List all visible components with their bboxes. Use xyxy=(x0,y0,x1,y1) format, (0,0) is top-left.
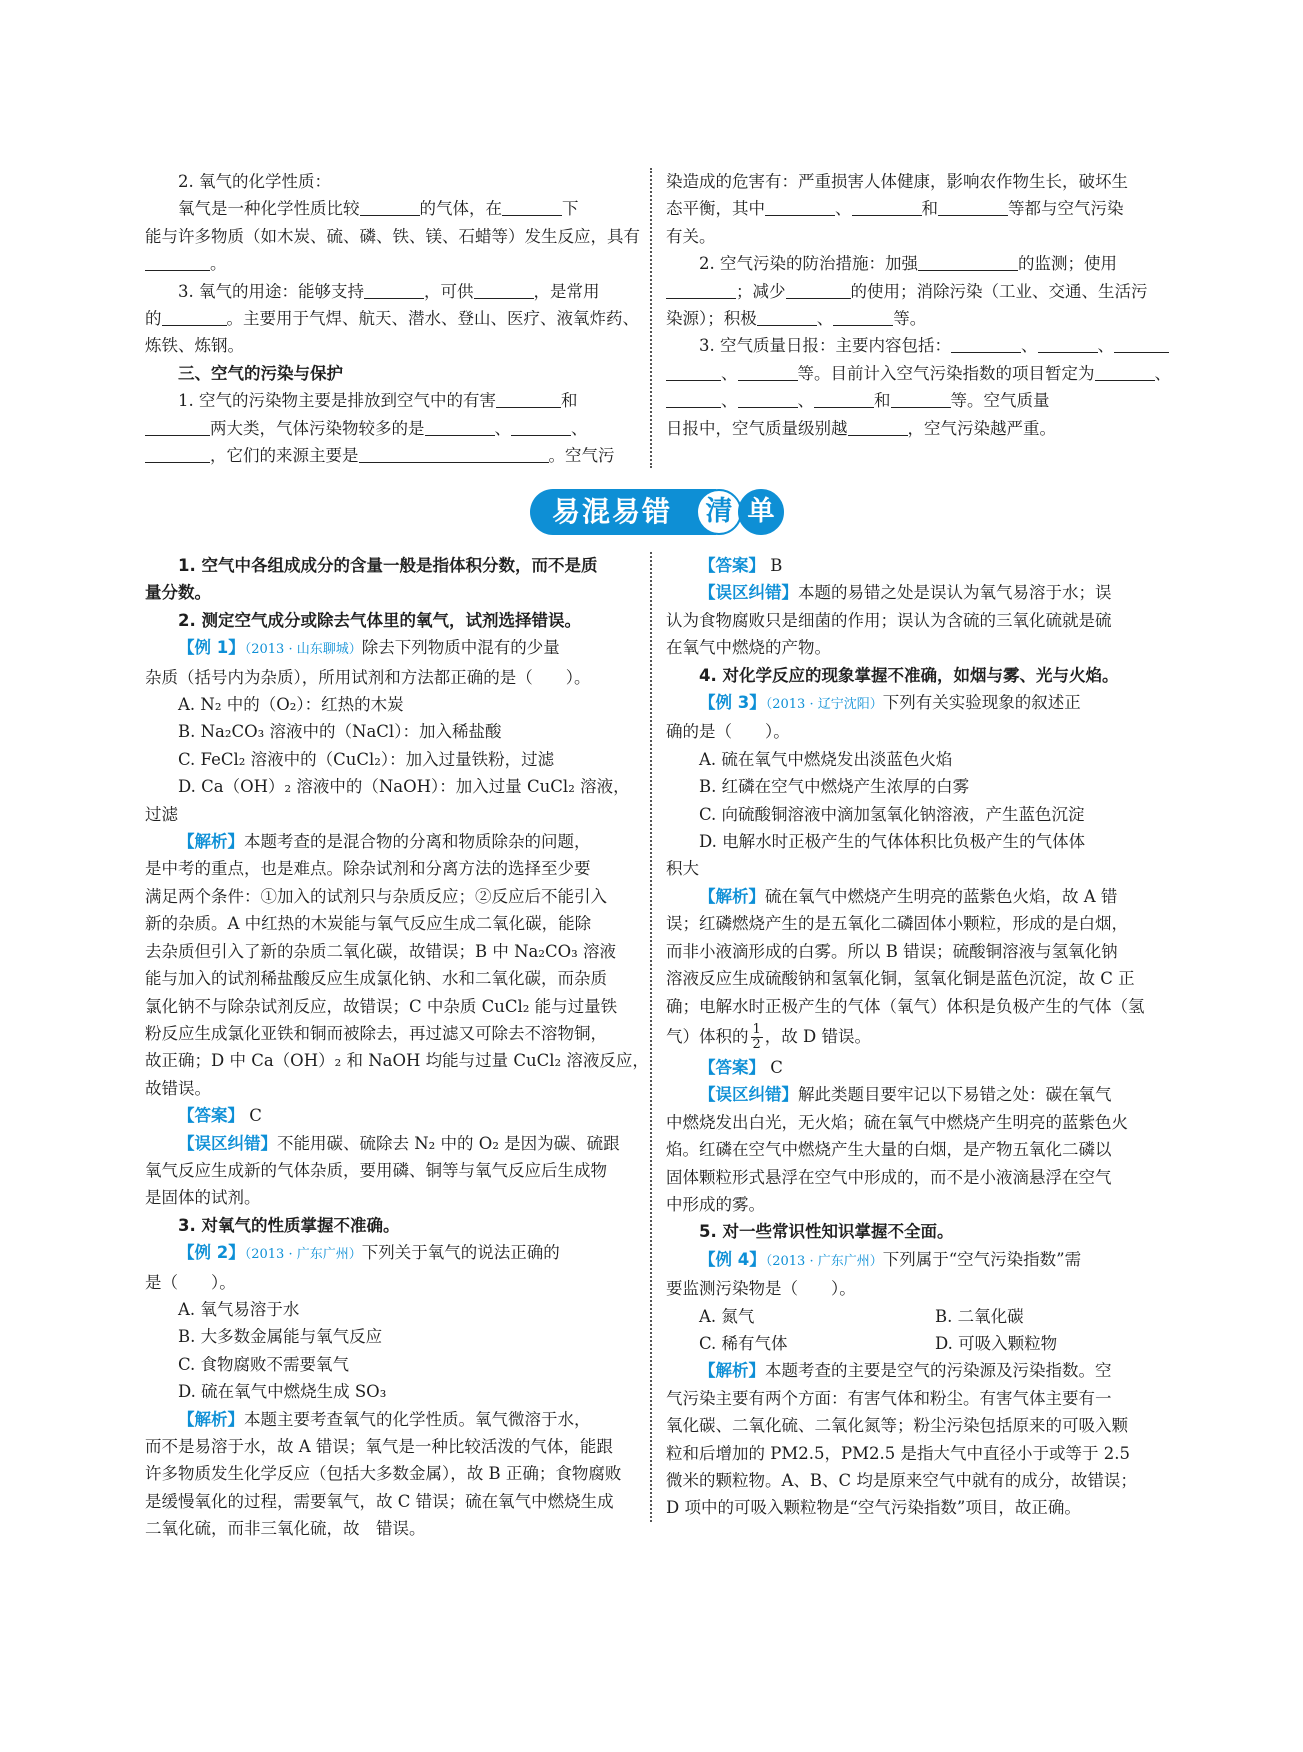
text-line: 2. 空气污染的防治措施：加强 的监测；使用 xyxy=(699,254,1117,274)
option: C. 向硫酸铜溶液中滴加氢氧化钠溶液，产生蓝色沉淀 xyxy=(699,804,1085,824)
option: D. 硫在氧气中燃烧生成 SO₃ xyxy=(178,1382,387,1402)
text-line: 气污染主要有两个方面：有害气体和粉尘。有害气体主要有一 xyxy=(666,1388,1112,1408)
option: D. 可吸入颗粒物 xyxy=(935,1333,1058,1353)
answer-blank xyxy=(938,198,1008,216)
point-heading: 4. 对化学反应的现象掌握不准确，如烟与雾、光与火焰。 xyxy=(699,665,1119,685)
text-line: 有关。 xyxy=(666,226,716,246)
text-line: 氧气是一种化学性质比较 的气体，在 下 xyxy=(178,199,579,219)
answer-blank xyxy=(738,390,798,408)
text-line: 溶液反应生成硫酸钠和氢氧化铜，氢氧化铜是蓝色沉淀，故 C 正 xyxy=(666,969,1135,989)
text-line: 而非小液滴形成的白雾。所以 B 错误；硫酸铜溶液与氢氧化钠 xyxy=(666,941,1118,961)
point-heading: 2. 测定空气成分或除去气体里的氧气，试剂选择错误。 xyxy=(178,610,581,630)
option: D. Ca（OH）₂ 溶液中的（NaOH）：加入过量 CuCl₂ 溶液， xyxy=(178,777,630,797)
error-correction: 【误区纠错】解此类题目要牢记以下易错之处：碳在氧气 xyxy=(699,1085,1112,1105)
answer-blank xyxy=(757,308,817,326)
answer-blank xyxy=(833,308,893,326)
text-line: 、 、 和 等。空气质量 xyxy=(666,387,1161,414)
text-line: 是固体的试剂。 xyxy=(145,1188,261,1208)
text-line: 微米的颗粒物。A、B、C 均是原来空气中就有的成分，故错误； xyxy=(666,1471,1137,1490)
fraction: $\frac{1}{2}$ xyxy=(752,1021,761,1052)
answer-blank xyxy=(852,198,922,216)
answer-blank xyxy=(738,363,798,381)
text-line: 两大类，气体污染物较多的是 、 、 xyxy=(145,415,635,442)
answer-blank xyxy=(951,335,1021,353)
answer-blank xyxy=(666,390,721,408)
text-line: 粉反应生成氯化亚铁和铜而被除去，再过滤又可除去不溶物铜， xyxy=(145,1023,607,1043)
text-line: 是（ ）。 xyxy=(145,1272,236,1292)
example-tag: 【例 1】 xyxy=(178,638,245,658)
source-label: （2013 · 辽宁沈阳） xyxy=(765,697,883,713)
banner-title: 易混易错 xyxy=(530,489,716,535)
error-tag: 【误区纠错】 xyxy=(178,1133,277,1153)
point-heading: 3. 对氧气的性质掌握不准确。 xyxy=(178,1215,400,1235)
text-line: 去杂质但引入了新的杂质二氧化碳，故错误；B 中 Na₂CO₃ 溶液 xyxy=(145,941,617,961)
section-banner xyxy=(530,489,782,535)
source-label: （2013 · 山东聊城） xyxy=(244,642,362,658)
answer-blank xyxy=(145,417,210,435)
text-line: 1. 空气的污染物主要是排放到空气中的有害 和 xyxy=(178,391,578,411)
answer-blank xyxy=(364,280,424,298)
text-line: 确的是（ ）。 xyxy=(666,722,790,742)
source-label: （2013 · 广东广州） xyxy=(244,1247,362,1263)
top-left-column xyxy=(145,168,640,469)
text-line: 炼铁、炼钢。 xyxy=(145,336,244,356)
example-tag: 【例 3】 xyxy=(699,693,766,713)
text-line: 而不是易溶于水，故 A 错误；氧气是一种比较活泼的气体，能跟 xyxy=(145,1437,613,1456)
analysis: 【解析】本题考查的主要是空气的污染源及污染指数。空 xyxy=(699,1361,1112,1381)
text-line: 染造成的危害有：严重损害人体健康，影响农作物生长，破坏生 xyxy=(666,172,1128,191)
text-line: 、 等。目前计入空气污染指数的项目暂定为 、 xyxy=(666,360,1161,387)
text-line: 积大 xyxy=(666,859,699,879)
text-line: 氧化碳、二氧化硫、二氧化氮等；粉尘污染包括原来的可吸入颗 xyxy=(666,1416,1128,1436)
analysis-tag: 【解析】 xyxy=(699,886,765,906)
option: B. Na₂CO₃ 溶液中的（NaCl）：加入稀盐酸 xyxy=(178,722,502,742)
example-question: 【例 1】（2013 · 山东聊城）除去下列物质中混有的少量 xyxy=(178,638,560,658)
text-line: 要监测污染物是（ ）。 xyxy=(666,1279,856,1299)
example-question: 【例 3】（2013 · 辽宁沈阳）下列有关实验现象的叙述正 xyxy=(699,693,1081,713)
example-question: 【例 4】（2013 · 广东广州）下列属于“空气污染指数”需 xyxy=(699,1249,1082,1269)
text-line: 认为食物腐败只是细菌的作用；误认为含硫的三氧化硫就是硫 xyxy=(666,610,1112,630)
answer-tag: 【答案】 xyxy=(178,1106,244,1126)
text-line: 焰。红磷在空气中燃烧产生大量的白烟，是产物五氧化二磷以 xyxy=(666,1140,1112,1160)
option: C. 稀有气体 xyxy=(699,1333,788,1353)
option: A. 硫在氧气中燃烧发出淡蓝色火焰 xyxy=(699,749,953,769)
text-line: 能与加入的试剂稀盐酸反应生成氯化钠、水和二氧化碳，而杂质 xyxy=(145,969,607,989)
answer-blank xyxy=(162,308,227,326)
analysis-tag: 【解析】 xyxy=(699,1361,765,1381)
source-label: （2013 · 广东广州） xyxy=(765,1253,883,1269)
text-line: 粒和后增加的 PM2.5，PM2.5 是指大气中直径小于或等于 2.5 xyxy=(666,1443,1130,1463)
option: B. 二氧化碳 xyxy=(935,1306,1024,1326)
option: A. 氧气易溶于水 xyxy=(178,1299,300,1319)
answer-blank xyxy=(918,253,1018,271)
answer-tag: 【答案】 xyxy=(699,1057,765,1077)
text-line: 能与许多物质（如木炭、硫、磷、铁、镁、石蜡等）发生反应，具有 xyxy=(145,226,640,246)
text-line: 许多物质发生化学反应（包括大多数金属），故 B 正确；食物腐败 xyxy=(145,1464,622,1484)
option: C. 食物腐败不需要氧气 xyxy=(178,1354,350,1374)
text-line: 中燃烧发出白光，无火焰；硫在氧气中燃烧产生明亮的蓝紫色火 xyxy=(666,1112,1128,1132)
text-line: 。 xyxy=(145,250,635,277)
example-question: 【例 2】（2013 · 广东广州）下列关于氧气的说法正确的 xyxy=(178,1243,560,1263)
answer-tag: 【答案】 xyxy=(699,556,765,575)
text-line: 氯化钠不与除杂试剂反应，故错误；C 中杂质 CuCl₂ 能与过量铁 xyxy=(145,996,618,1016)
left-column xyxy=(145,552,649,1543)
analysis: 【解析】本题考查的是混合物的分离和物质除杂的问题， xyxy=(178,832,591,852)
text-line: 过滤 xyxy=(145,804,178,824)
answer-blank xyxy=(765,198,835,216)
option: B. 大多数金属能与氧气反应 xyxy=(178,1327,383,1347)
text-line: 误；红磷燃烧产生的是五氧化二磷固体小颗粒，形成的是白烟， xyxy=(666,914,1128,934)
example-tag: 【例 4】 xyxy=(699,1249,766,1269)
answer-blank xyxy=(1095,363,1155,381)
text-line: ，它们的来源主要是 。空气污 xyxy=(145,442,635,469)
error-correction: 【误区纠错】不能用碳、硫除去 N₂ 中的 O₂ 是因为碳、硫跟 xyxy=(178,1133,620,1153)
answer-blank xyxy=(425,417,495,435)
option: A. 氮气 xyxy=(699,1306,755,1326)
answer-blank xyxy=(666,363,721,381)
text-line: 中形成的雾。 xyxy=(666,1194,765,1214)
text-line: 的 。主要用于气焊、航天、潜水、登山、医疗、液氧炸药、 xyxy=(145,309,639,329)
answer-line: 【答案】 C xyxy=(178,1106,262,1126)
text-line: 氧气反应生成新的气体杂质，要用磷、铜等与氧气反应后生成物 xyxy=(145,1160,607,1180)
text-line: 二氧化硫，而非三氧化硫，故 错误。 xyxy=(145,1519,426,1539)
text-line: 2. 氧气的化学性质： xyxy=(178,172,331,191)
example-tag: 【例 2】 xyxy=(178,1243,245,1263)
text-line: ；减少 的使用；消除污染（工业、交通、生活污 xyxy=(666,278,1161,305)
point-heading: 5. 对一些常识性知识掌握不全面。 xyxy=(699,1222,954,1242)
answer-blank xyxy=(496,390,561,408)
text-line: 杂质（括号内为杂质），所用试剂和方法都正确的是（ ）。 xyxy=(145,667,591,687)
answer-blank xyxy=(891,390,951,408)
text-line: 日报中，空气质量级别越 ，空气污染越严重。 xyxy=(666,418,1056,438)
answer-blank xyxy=(360,198,420,216)
text-line: 满足两个条件：①加入的试剂只与杂质反应；②反应后不能引入 xyxy=(145,886,607,906)
text-line: 固体颗粒形式悬浮在空气中形成的，而不是小液滴悬浮在空气 xyxy=(666,1167,1112,1187)
text-line: 染源）；积极 、 等。 xyxy=(666,309,927,329)
answer-blank xyxy=(814,390,874,408)
text-line: D 项中的可吸入颗粒物是“空气污染指数”项目，故正确。 xyxy=(666,1498,1081,1518)
option-row xyxy=(666,1303,1161,1330)
banner-circle-char: 清 xyxy=(696,489,742,535)
answer-blank xyxy=(848,417,908,435)
analysis-tag: 【解析】 xyxy=(178,1409,244,1429)
option: D. 电解水时正极产生的气体体积比负极产生的气体体 xyxy=(699,832,1086,852)
error-correction: 【误区纠错】本题的易错之处是误认为氧气易溶于水；误 xyxy=(699,583,1112,603)
answer-blank xyxy=(145,445,210,463)
text-line: 新的杂质。A 中红热的木炭能与氧气反应生成二氧化碳，能除 xyxy=(145,914,592,934)
analysis-tag: 【解析】 xyxy=(178,832,244,852)
section-heading: 三、空气的污染与保护 xyxy=(178,363,343,383)
analysis: 【解析】本题主要考查氧气的化学性质。氧气微溶于水， xyxy=(178,1409,591,1429)
point-heading: 量分数。 xyxy=(145,583,211,603)
error-tag: 【误区纠错】 xyxy=(699,1085,798,1105)
column-divider xyxy=(650,168,652,468)
point-heading: 1. 空气中各组成成分的含量一般是指体积分数，而不是质 xyxy=(178,556,598,575)
answer-line: 【答案】 B xyxy=(699,556,783,575)
text-line: 3. 氧气的用途：能够支持 ，可供 ，是常用 xyxy=(178,281,600,301)
answer-blank xyxy=(502,198,562,216)
text-line: 态平衡，其中 、 和 等都与空气污染 xyxy=(666,199,1124,219)
answer-blank xyxy=(786,280,851,298)
option: C. FeCl₂ 溶液中的（CuCl₂）：加入过量铁粉，过滤 xyxy=(178,749,555,769)
error-tag: 【误区纠错】 xyxy=(699,583,798,603)
option: B. 红磷在空气中燃烧产生浓厚的白雾 xyxy=(699,777,970,797)
analysis: 【解析】硫在氧气中燃烧产生明亮的蓝紫色火焰，故 A 错 xyxy=(699,886,1118,906)
text-line: 3. 空气质量日报：主要内容包括： 、 、 xyxy=(666,332,1161,359)
option: A. N₂ 中的（O₂）：红热的木炭 xyxy=(178,695,404,715)
column-divider xyxy=(650,552,652,1522)
answer-blank xyxy=(511,417,571,435)
answer-blank xyxy=(1038,335,1098,353)
text-line: 确；电解水时正极产生的气体（氧气）体积是负极产生的气体（氢 xyxy=(666,996,1145,1016)
answer-blank xyxy=(145,253,210,271)
text-line: 故正确；D 中 Ca（OH）₂ 和 NaOH 均能与过量 CuCl₂ 溶液反应， xyxy=(145,1051,649,1071)
option-row xyxy=(666,1330,1161,1357)
text-line: 故错误。 xyxy=(145,1078,211,1098)
answer-blank xyxy=(666,280,736,298)
answer-blank xyxy=(1114,335,1169,353)
top-right-column xyxy=(666,168,1171,442)
text-line: 气）体积的 $\frac{1}{2}$ ，故 D 错误。 xyxy=(666,1021,871,1052)
right-column xyxy=(666,552,1161,1522)
answer-blank xyxy=(359,445,549,463)
answer-line: 【答案】 C xyxy=(699,1057,783,1077)
answer-blank xyxy=(474,280,534,298)
text-line: 在氧气中燃烧的产物。 xyxy=(666,638,831,658)
text-line: 是中考的重点，也是难点。除杂试剂和分离方法的选择至少要 xyxy=(145,859,591,879)
text-line: 是缓慢氧化的过程，需要氧气，故 C 错误；硫在氧气中燃烧生成 xyxy=(145,1491,614,1511)
banner-circle-char: 单 xyxy=(738,489,784,535)
